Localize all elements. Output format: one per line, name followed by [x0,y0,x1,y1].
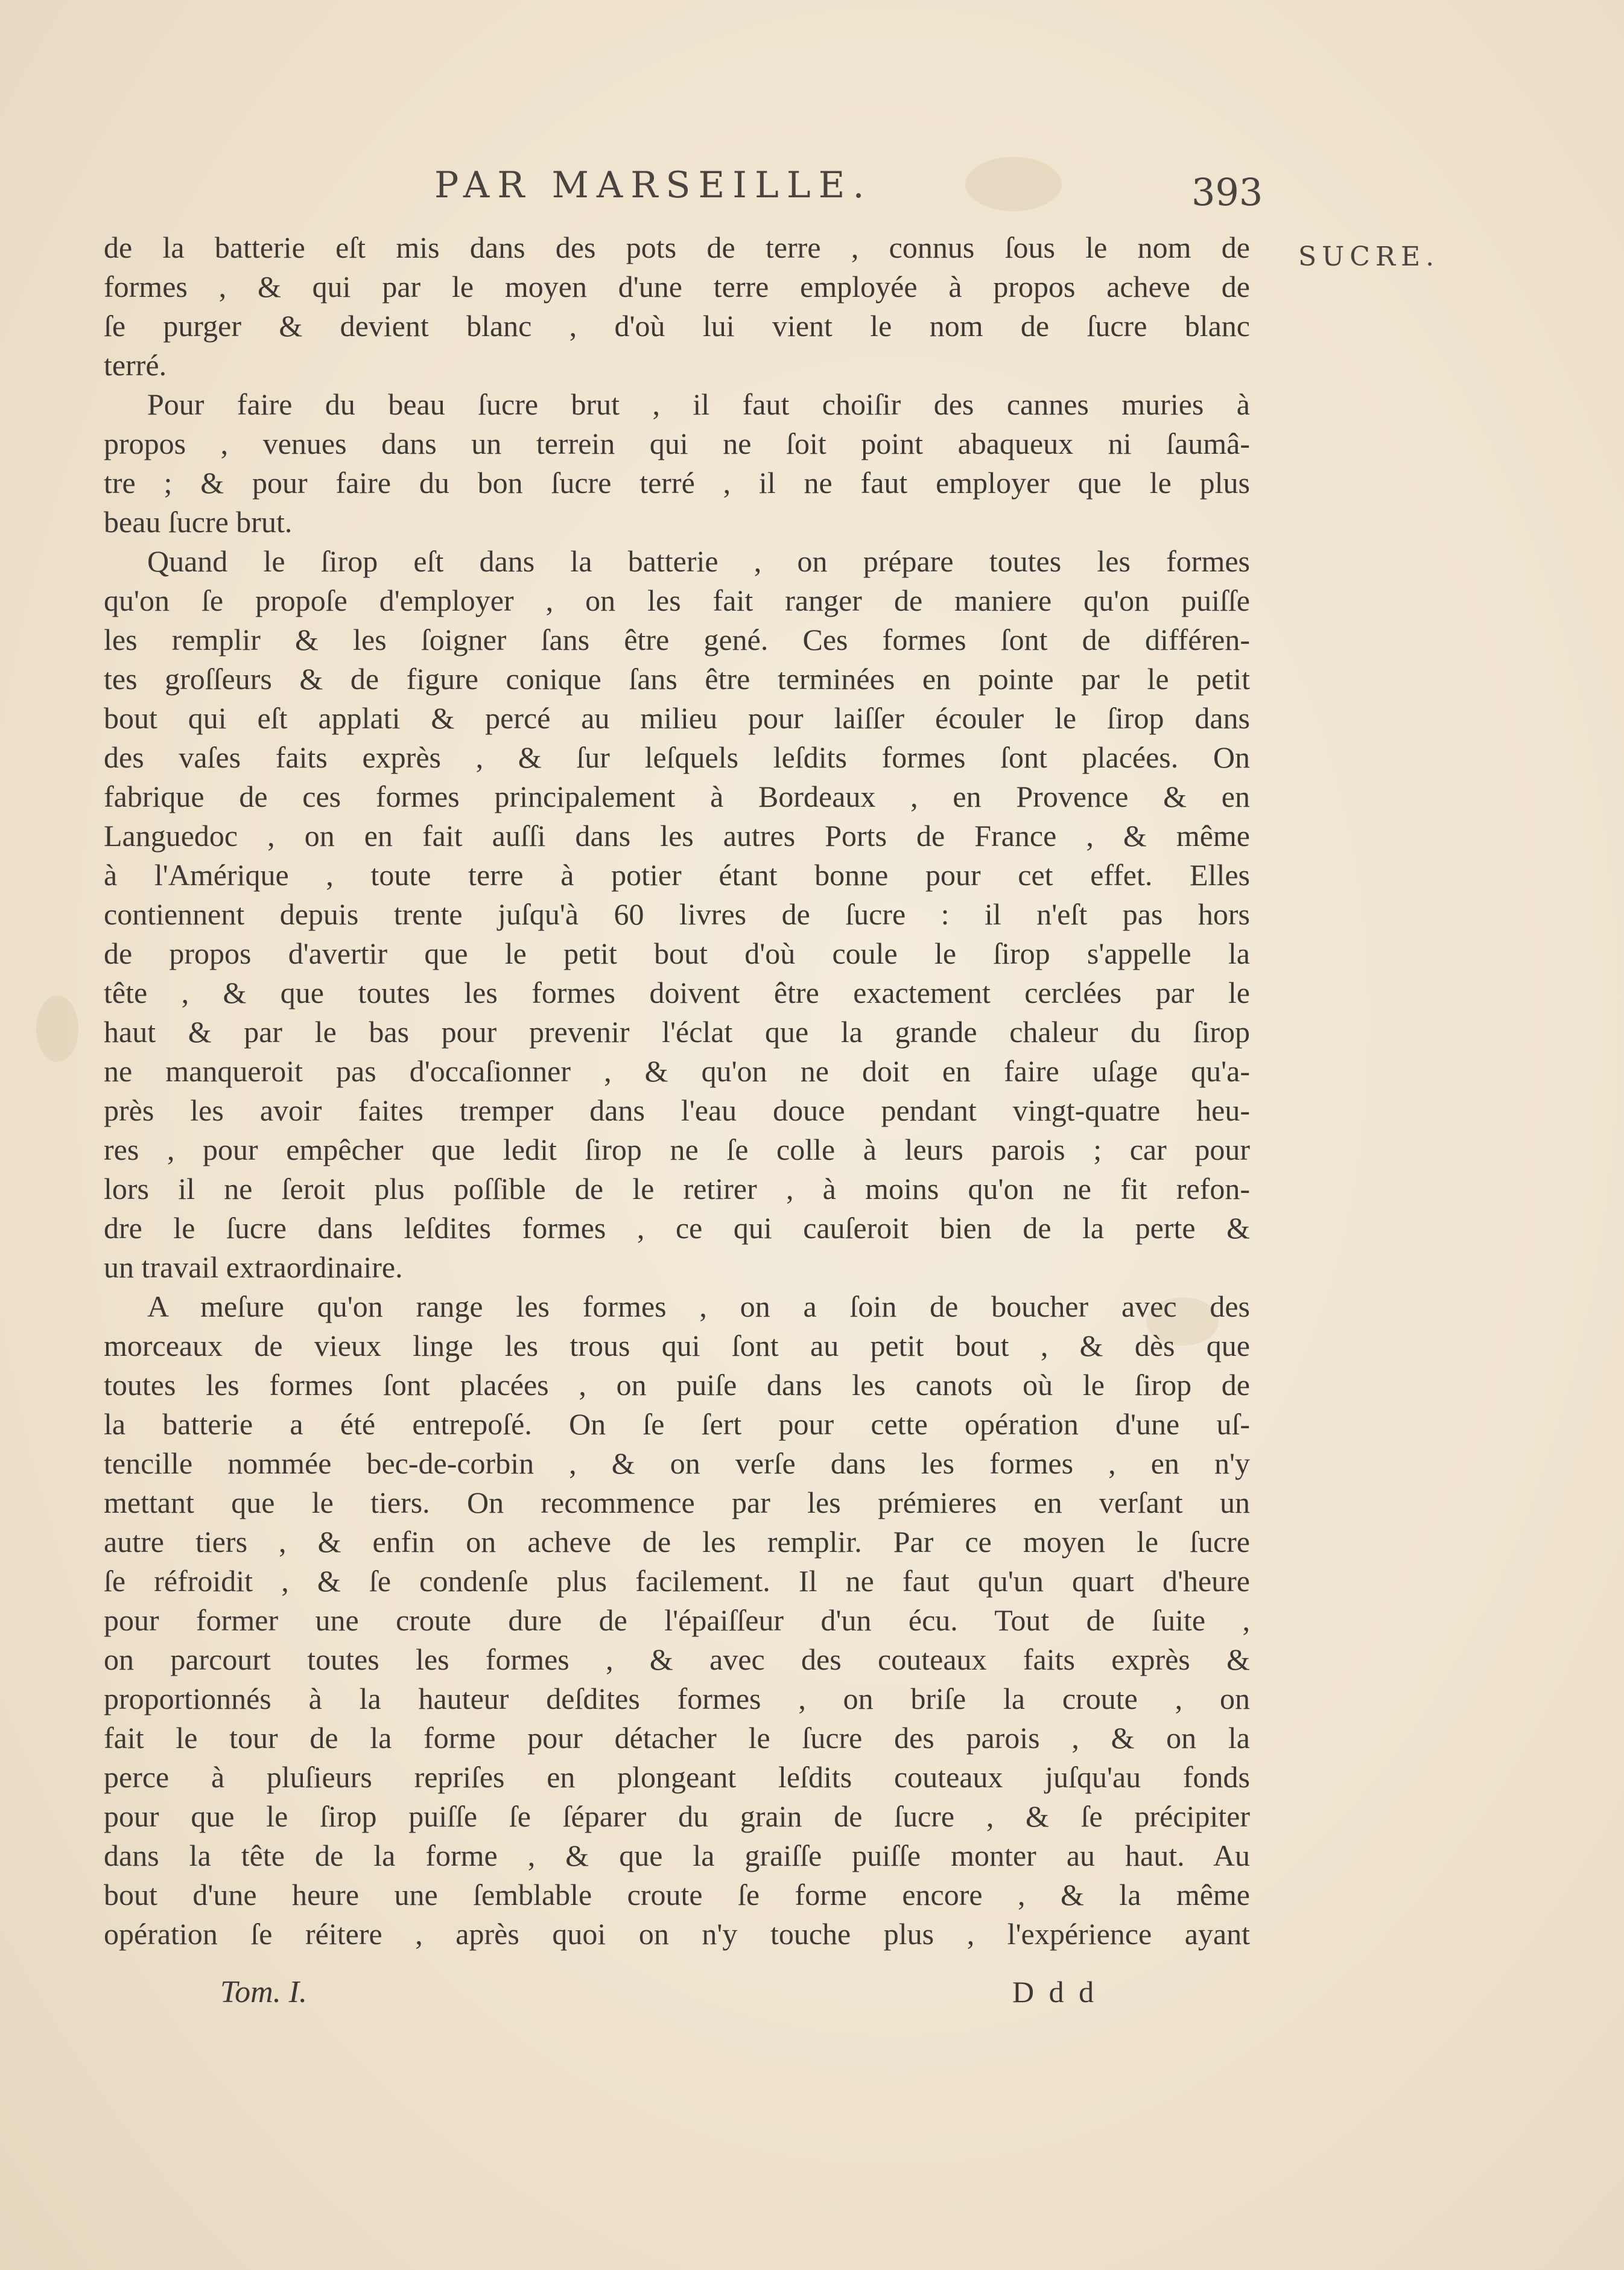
running-head: PAR MARSEILLE. [434,164,872,206]
body-text [104,228,1250,1954]
text-line: qu'on ſe propoſe d'employer , on les fait ranger de maniere qu'on puiſſe [104,583,1250,617]
text-line: toutes les formes ſont placées , on puiſe dans les canots où le ſirop de [104,1368,1250,1402]
text-line: autre tiers , & enfin on acheve de les remplir. Par ce moyen le ſucre [104,1525,1250,1559]
text-line: mettant que le tiers. On recommence par les prémieres en verſant un [104,1486,1250,1519]
text-line: tre ; & pour faire du bon ſucre terré , il ne faut employer que le plus [104,466,1250,500]
text-line: A meſure qu'on range les formes , on a ſoin de boucher avec des [147,1289,1250,1323]
text-line: de la batterie eſt mis dans des pots de terre , connus ſous le nom de [104,230,1250,264]
text-line: tête , & que toutes les formes doivent être exactement cerclées par le [104,976,1250,1009]
text-line: la batterie a été entrepoſé. On ſe ſert pour cette opération d'une uſ- [104,1407,1250,1441]
text-line: perce à pluſieurs repriſes en plongeant leſdits couteaux juſqu'au fonds [104,1760,1250,1794]
text-line: beau ſucre brut. [104,505,293,539]
text-line: de propos d'avertir que le petit bout d'où coule le ſirop s'appelle la [104,936,1250,970]
text-line: propos , venues dans un terrein qui ne ſoit point abaqueux ni ſaumâ- [104,427,1250,460]
text-line: à l'Amérique , toute terre à potier étant bonne pour cet effet. Elles [104,858,1250,892]
text-line: terré. [104,348,167,382]
text-line: dre le ſucre dans leſdites formes , ce qui cauſeroit bien de la perte & [104,1211,1250,1245]
text-line: bout d'une heure une ſemblable croute ſe forme encore , & la même [104,1878,1250,1912]
text-line: contiennent depuis trente juſqu'à 60 livres de ſucre : il n'eſt pas hors [104,897,1250,931]
text-line: ſe purger & devient blanc , d'où lui vient le nom de ſucre blanc [104,309,1250,343]
volume-label: Tom. I. [220,1975,308,2009]
paper-stain [965,157,1062,211]
text-line: pour que le ſirop puiſſe ſe ſéparer du grain de ſucre , & ſe précipiter [104,1799,1250,1833]
text-line: tencille nommée bec-de-corbin , & on verſe dans les formes , en n'y [104,1446,1250,1480]
text-line: Languedoc , on en fait auſſi dans les autres Ports de France , & même [104,819,1250,853]
text-line: un travail extraordinaire. [104,1250,403,1284]
text-line: dans la tête de la forme , & que la graiſſe puiſſe monter au haut. Au [104,1839,1250,1872]
text-line: on parcourt toutes les formes , & avec des couteaux faits exprès & [104,1642,1250,1676]
signature-mark: D d d [1012,1975,1098,2009]
text-line: des vaſes faits exprès , & ſur leſquels leſdits formes ſont placées. On [104,740,1250,774]
text-line: bout qui eſt applati & percé au milieu pour laiſſer écouler le ſirop dans [104,701,1250,735]
text-line: opération ſe réitere , après quoi on n'y touche plus , l'expérience ayant [104,1917,1250,1951]
text-line: fait le tour de la forme pour détacher le ſucre des parois , & on la [104,1721,1250,1755]
text-line: proportionnés à la hauteur deſdites formes , on briſe la croute , on [104,1682,1250,1715]
text-line: Quand le ſirop eſt dans la batterie , on prépare toutes les formes [147,544,1250,578]
text-line: près les avoir faites tremper dans l'eau douce pendant vingt-quatre heu- [104,1093,1250,1127]
margin-note: SUCRE. [1298,241,1440,272]
text-line: fabrique de ces formes principalement à Bordeaux , en Provence & en [104,780,1250,813]
text-line: ſe réfroidit , & ſe condenſe plus facilement. Il ne faut qu'un quart d'heure [104,1564,1250,1598]
text-line: les remplir & les ſoigner ſans être gené. Ces formes ſont de différen- [104,623,1250,657]
paper-stain [36,996,78,1062]
page-number: 393 [1191,170,1263,214]
text-line: Pour faire du beau ſucre brut , il faut choiſir des cannes muries à [147,387,1250,421]
text-line: lors il ne ſeroit plus poſſible de le retirer , à moins qu'on ne fit refon- [104,1172,1250,1206]
text-line: formes , & qui par le moyen d'une terre employée à propos acheve de [104,270,1250,304]
text-line: res , pour empêcher que ledit ſirop ne ſe colle à leurs parois ; car pour [104,1133,1250,1166]
text-line: ne manqueroit pas d'occaſionner , & qu'on ne doit en faire uſage qu'a- [104,1054,1250,1088]
text-line: morceaux de vieux linge les trous qui ſont au petit bout , & dès que [104,1329,1250,1362]
text-line: pour former une croute dure de l'épaiſſeur d'un écu. Tout de ſuite , [104,1603,1250,1637]
text-line: haut & par le bas pour prevenir l'éclat que la grande chaleur du ſirop [104,1015,1250,1049]
text-line: tes groſſeurs & de figure conique ſans être terminées en pointe par le petit [104,662,1250,696]
